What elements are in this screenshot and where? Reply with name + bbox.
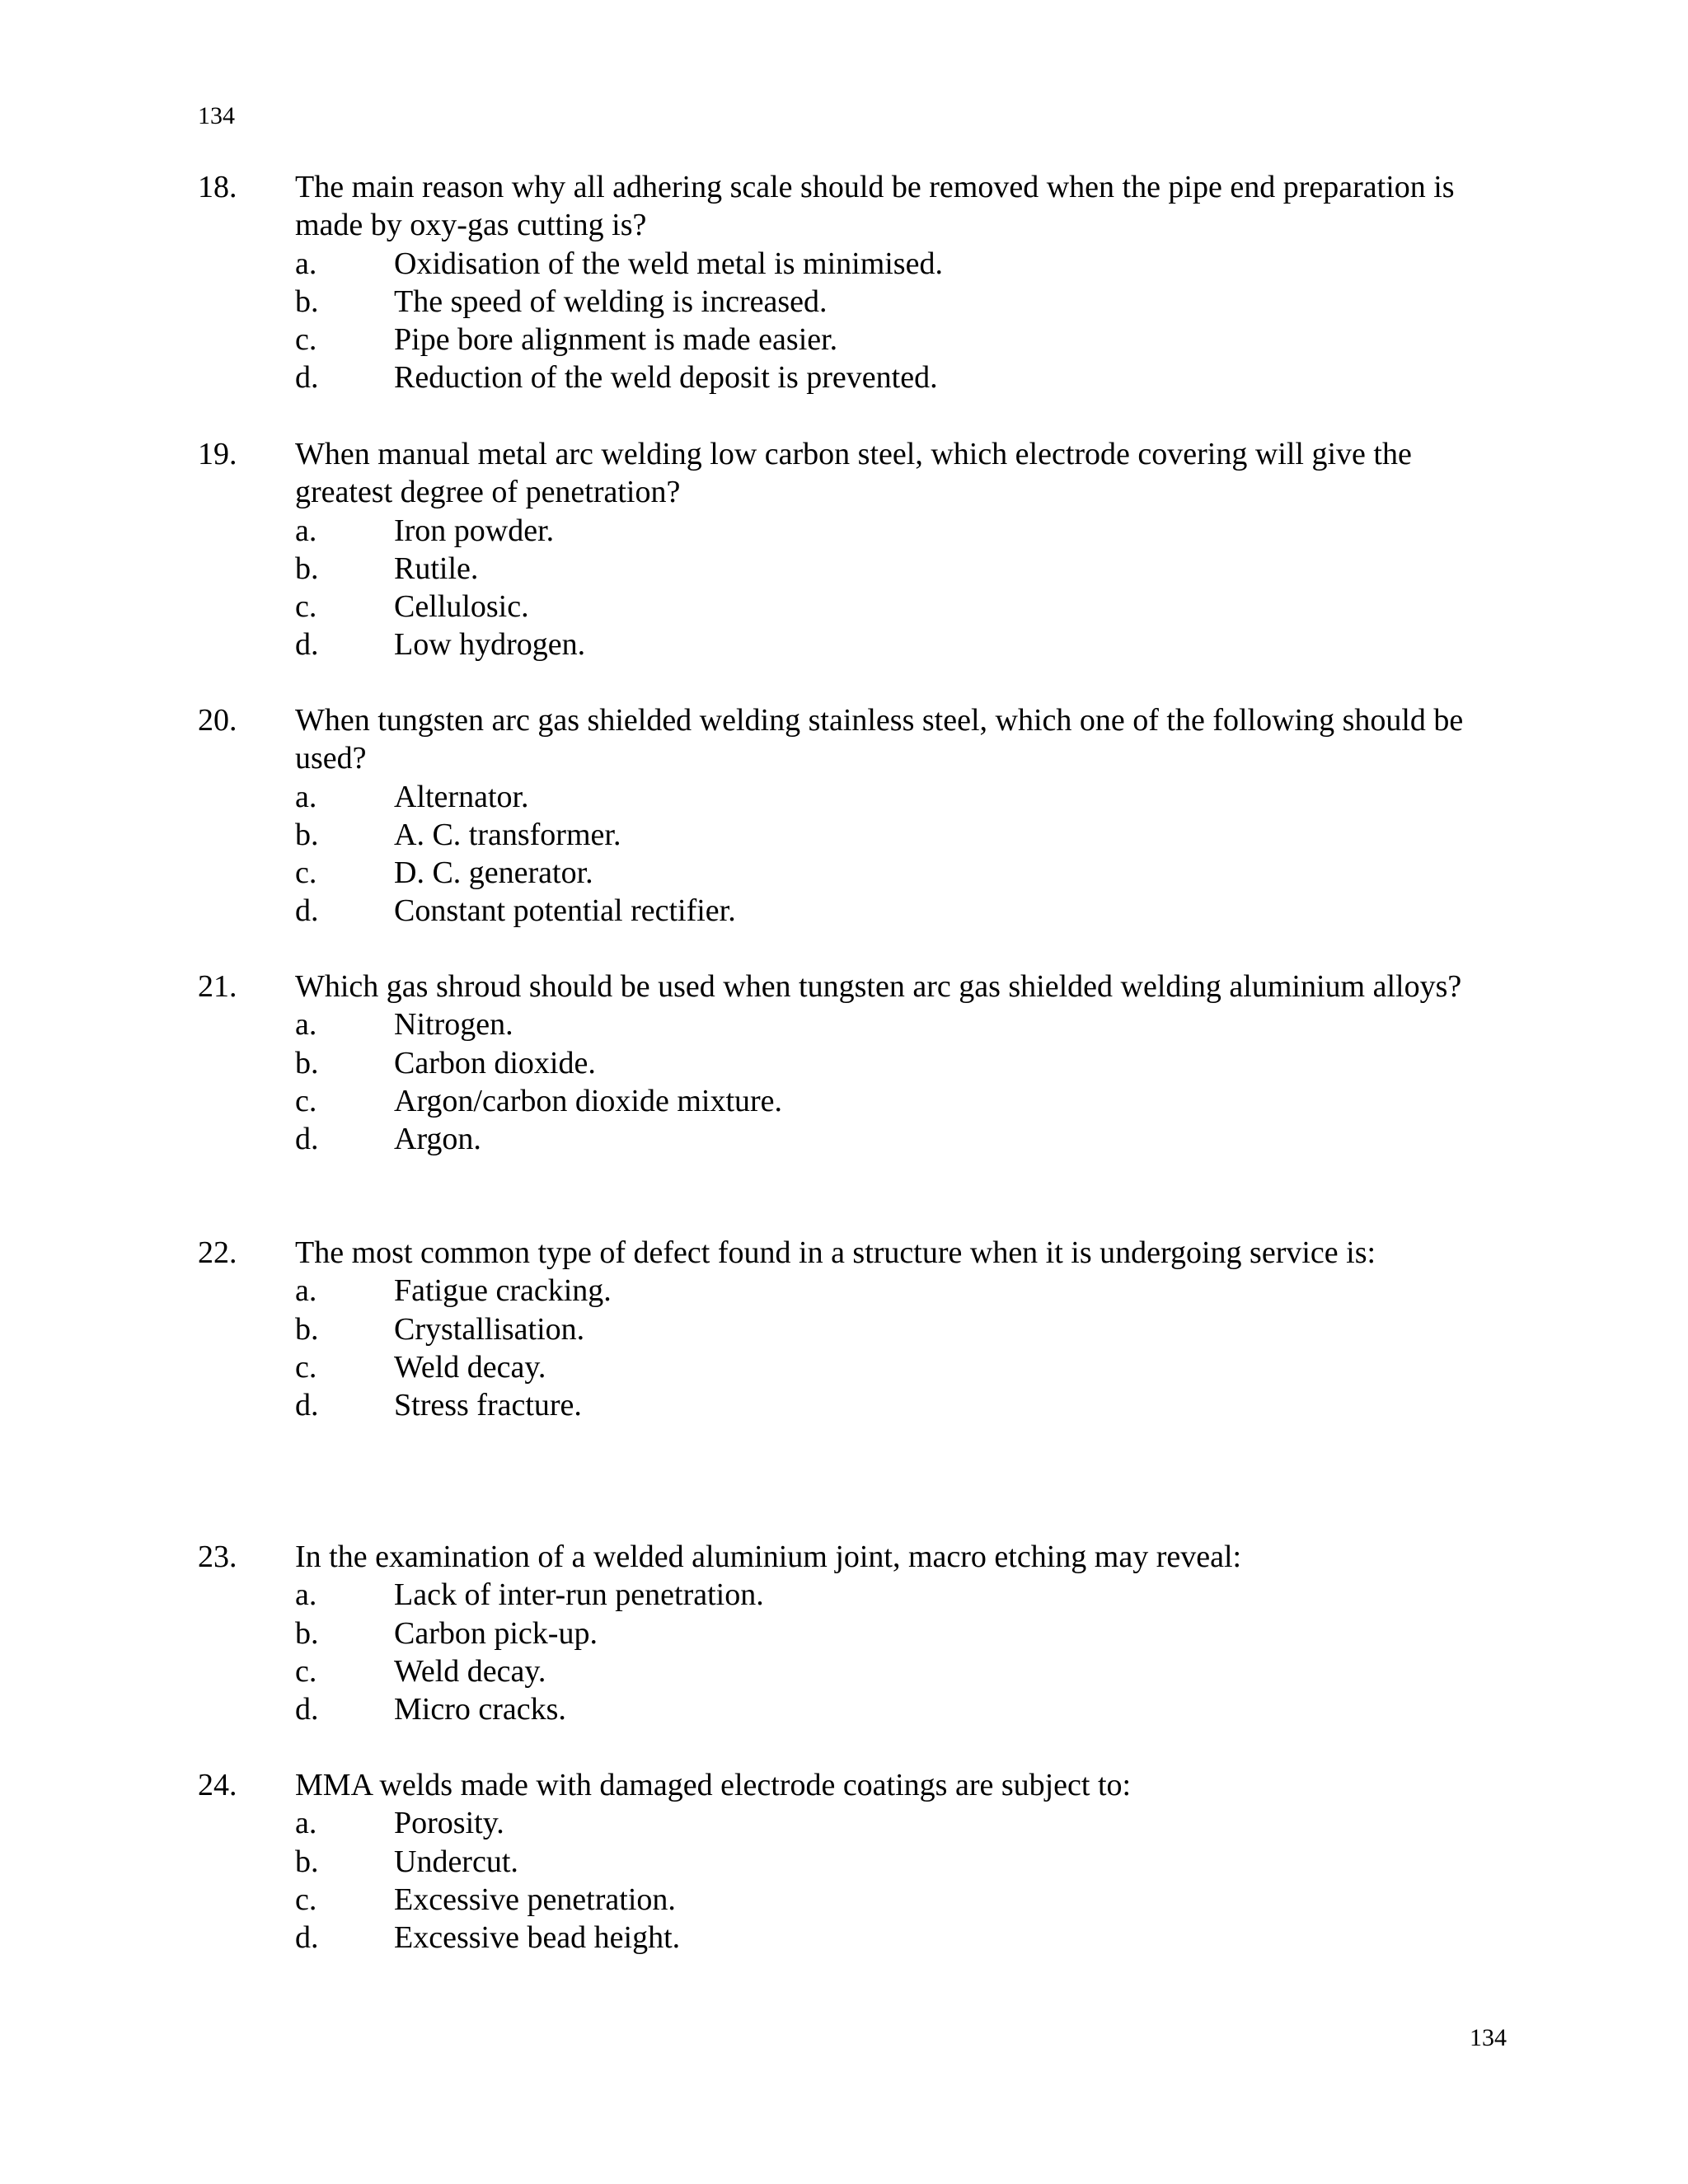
option-letter: a. bbox=[295, 246, 317, 281]
option-d bbox=[295, 1386, 1517, 1424]
option-text: Weld decay. bbox=[394, 1653, 546, 1689]
option-b bbox=[295, 283, 1517, 321]
option-text: Argon/carbon dioxide mixture. bbox=[394, 1083, 783, 1118]
option-letter: d. bbox=[295, 1388, 319, 1423]
option-c bbox=[295, 1348, 1517, 1386]
option-letter: c. bbox=[295, 322, 317, 358]
option-text: Porosity. bbox=[394, 1806, 504, 1841]
option-b bbox=[295, 1044, 1517, 1082]
option-letter: d. bbox=[295, 1920, 319, 1956]
option-letter: a. bbox=[295, 1806, 317, 1841]
option-text: Cellulosic. bbox=[394, 589, 529, 625]
option-letter: a. bbox=[295, 1007, 317, 1043]
option-text: Nitrogen. bbox=[394, 1007, 513, 1043]
option-c bbox=[295, 1082, 1517, 1120]
question-24 bbox=[198, 1766, 1517, 1957]
question-23 bbox=[198, 1538, 1517, 1728]
option-d bbox=[295, 1120, 1517, 1158]
question-number: 24. bbox=[198, 1768, 237, 1802]
option-letter: b. bbox=[295, 284, 319, 319]
option-letter: a. bbox=[295, 1273, 317, 1309]
option-text: Undercut. bbox=[394, 1844, 518, 1879]
question-text: In the examination of a welded aluminium joint, macro etching may reveal: bbox=[295, 1540, 1242, 1574]
option-text: Constant potential rectifier. bbox=[394, 893, 736, 929]
option-a bbox=[295, 1804, 1517, 1842]
option-letter: a. bbox=[295, 779, 317, 814]
question-19 bbox=[198, 435, 1517, 664]
option-letter: a. bbox=[295, 1577, 317, 1613]
option-letter: d. bbox=[295, 1122, 319, 1157]
question-number: 22. bbox=[198, 1235, 237, 1270]
option-text: Argon. bbox=[394, 1122, 481, 1157]
option-c bbox=[295, 1881, 1517, 1919]
option-c bbox=[295, 321, 1517, 359]
option-d bbox=[295, 1919, 1517, 1957]
page-number-bottom: 134 bbox=[1470, 2024, 1507, 2051]
option-text: Oxidisation of the weld metal is minimised. bbox=[394, 246, 943, 281]
question-text: When manual metal arc welding low carbon steel, which electrode covering will give the greatest degree of penetration? bbox=[295, 437, 1412, 510]
option-text: D. C. generator. bbox=[394, 855, 593, 891]
option-letter: d. bbox=[295, 360, 319, 396]
option-letter: b. bbox=[295, 1844, 319, 1879]
option-b bbox=[295, 1310, 1517, 1348]
question-number: 20. bbox=[198, 703, 237, 738]
option-letter: b. bbox=[295, 1311, 319, 1347]
option-letter: a. bbox=[295, 513, 317, 548]
option-b bbox=[295, 550, 1517, 588]
option-a bbox=[295, 1272, 1517, 1310]
option-b bbox=[295, 1615, 1517, 1652]
question-text: The main reason why all adhering scale should be removed when the pipe end preparation is made by oxy-gas cutting is? bbox=[295, 170, 1455, 243]
option-letter: b. bbox=[295, 1045, 319, 1080]
option-letter: c. bbox=[295, 1653, 317, 1689]
question-21 bbox=[198, 968, 1517, 1158]
option-letter: c. bbox=[295, 1349, 317, 1385]
option-a bbox=[295, 1005, 1517, 1043]
option-c bbox=[295, 588, 1517, 626]
option-a bbox=[295, 512, 1517, 550]
option-letter: b. bbox=[295, 551, 319, 586]
option-a bbox=[295, 245, 1517, 283]
option-letter: c. bbox=[295, 1083, 317, 1118]
option-d bbox=[295, 626, 1517, 663]
option-text: Lack of inter-run penetration. bbox=[394, 1577, 764, 1613]
option-c bbox=[295, 854, 1517, 892]
option-a bbox=[295, 778, 1517, 816]
option-text: Crystallisation. bbox=[394, 1311, 585, 1347]
option-d bbox=[295, 1690, 1517, 1728]
question-number: 21. bbox=[198, 969, 237, 1004]
option-letter: c. bbox=[295, 589, 317, 625]
question-text: Which gas shroud should be used when tungsten arc gas shielded welding aluminium alloys? bbox=[295, 969, 1462, 1004]
question-22 bbox=[198, 1234, 1517, 1424]
option-b bbox=[295, 1843, 1517, 1881]
option-letter: b. bbox=[295, 1615, 319, 1651]
option-b bbox=[295, 816, 1517, 854]
question-number: 23. bbox=[198, 1540, 237, 1574]
option-letter: d. bbox=[295, 627, 319, 663]
option-letter: d. bbox=[295, 893, 319, 929]
option-text: Stress fracture. bbox=[394, 1388, 582, 1423]
option-text: Fatigue cracking. bbox=[394, 1273, 612, 1309]
option-text: Pipe bore alignment is made easier. bbox=[394, 322, 838, 358]
option-text: Iron powder. bbox=[394, 513, 555, 548]
question-text: The most common type of defect found in a structure when it is undergoing service is: bbox=[295, 1235, 1376, 1270]
option-text: Alternator. bbox=[394, 779, 529, 814]
option-c bbox=[295, 1652, 1517, 1690]
option-text: Carbon pick-up. bbox=[394, 1615, 598, 1651]
option-letter: b. bbox=[295, 817, 319, 852]
option-text: Weld decay. bbox=[394, 1349, 546, 1385]
option-letter: c. bbox=[295, 855, 317, 891]
option-text: Carbon dioxide. bbox=[394, 1045, 596, 1080]
option-letter: d. bbox=[295, 1692, 319, 1727]
option-text: Micro cracks. bbox=[394, 1692, 566, 1727]
option-a bbox=[295, 1576, 1517, 1614]
question-text: MMA welds made with damaged electrode coatings are subject to: bbox=[295, 1768, 1132, 1802]
option-text: A. C. transformer. bbox=[394, 817, 621, 852]
option-text: Low hydrogen. bbox=[394, 627, 586, 663]
option-text: Rutile. bbox=[394, 551, 479, 586]
option-text: Excessive penetration. bbox=[394, 1882, 676, 1917]
option-d bbox=[295, 359, 1517, 396]
option-letter: c. bbox=[295, 1882, 317, 1917]
option-text: Reduction of the weld deposit is prevented. bbox=[394, 360, 938, 396]
option-text: Excessive bead height. bbox=[394, 1920, 681, 1956]
question-number: 18. bbox=[198, 170, 237, 204]
page-number-top: 134 bbox=[198, 102, 235, 129]
question-18 bbox=[198, 168, 1517, 397]
question-number: 19. bbox=[198, 437, 237, 471]
option-text: The speed of welding is increased. bbox=[394, 284, 828, 319]
question-text: When tungsten arc gas shielded welding stainless steel, which one of the following should be used? bbox=[295, 703, 1464, 776]
question-20 bbox=[198, 701, 1517, 930]
option-d bbox=[295, 892, 1517, 930]
